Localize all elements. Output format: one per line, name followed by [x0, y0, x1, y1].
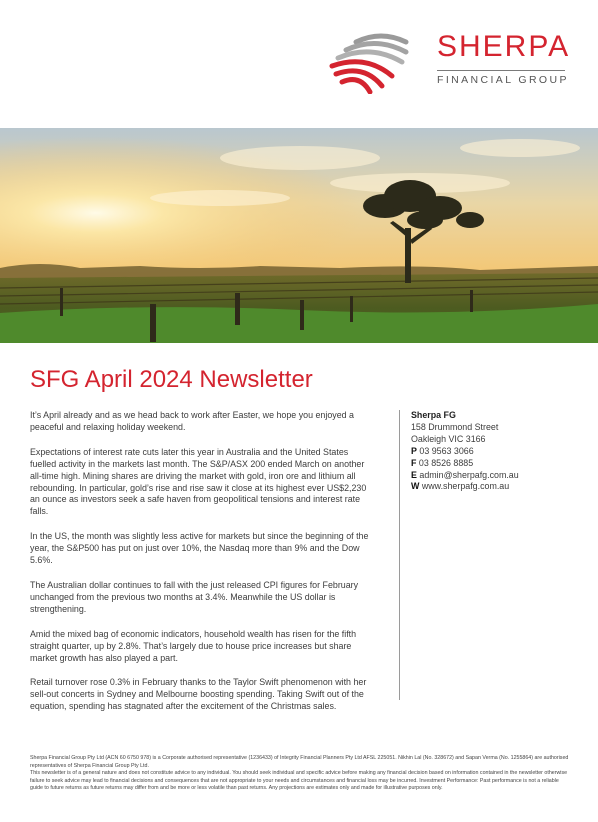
contact-email [411, 470, 519, 482]
newsletter-body [30, 410, 375, 726]
body-paragraph: Expectations of interest rate cuts later this year in Australia and the United States fuelled activity in the markets last month. The S&P/ASX 200 ended March on another all-time high. Mining shares are driving the market with gold, iron ore and lithium all rebounding. In particular, gold’s rise and rise saw it close at its highest ever US$2,230 an ounce as investors seek a safe haven from geopolitical tensions and interest rate falls. [30, 446, 367, 517]
contact-address-line1: 158 Drummond Street [411, 421, 499, 432]
newsletter-title: SFG April 2024 Newsletter [30, 366, 313, 393]
contact-block [411, 410, 519, 493]
brand-divider [437, 70, 565, 71]
phone-label: P [411, 445, 417, 456]
contact-address-line2: Oakleigh VIC 3166 [411, 433, 486, 444]
column-divider [399, 410, 400, 700]
contact-phone [411, 446, 519, 458]
contact-fax [411, 458, 519, 470]
fax-value: 03 8526 8885 [418, 457, 474, 468]
body-paragraph: It’s April already and as we head back to work after Easter, we hope you enjoyed a peaceful and relaxing holiday weekend. [30, 410, 354, 432]
sherpa-logo-icon [326, 24, 412, 94]
phone-value[interactable]: 03 9563 3066 [419, 445, 474, 456]
hero-image [0, 128, 598, 343]
vineyard-sunset-photo [0, 128, 598, 343]
email-label: E [411, 469, 417, 480]
contact-web [411, 481, 519, 493]
body-paragraph: The Australian dollar continues to fall with the just released CPI figures for February unchanged from the previous two months at 3.4%. Meanwhile the US dollar is strengthening. [30, 579, 359, 614]
brand-subtitle: FINANCIAL GROUP [437, 74, 569, 86]
fax-label: F [411, 457, 417, 468]
footer-disclaimer [30, 755, 570, 793]
body-paragraph: Amid the mixed bag of economic indicators, household wealth has risen for the fifth straight quarter, up by 2.8%. That’s largely due to house price increases but share market growth has also played a part. [30, 628, 357, 663]
contact-name: Sherpa FG [411, 410, 456, 420]
web-label: W [411, 481, 420, 492]
disclaimer-text: Sherpa Financial Group Pty Ltd (ACN 60 6750 978) is a Corporate authorised representative (1236433) of Integrity Financial Planners Pty Ltd AFSL 225051. Nikhin Lal (No. 328672) and Sapan Verma (No. 1255864) are authorised representatives of Sherpa Financial Group Pty Ltd. [30, 755, 569, 769]
web-link[interactable]: www.sherpafg.com.au [421, 481, 510, 492]
disclaimer-text: This newsletter is of a general nature and does not constitute advice to any individual. You should seek individual and specific advice before making any financial decision based on information contained in the newsletter otherwise failure to seek advice may lead to financial decisions and consequences that are not appropriate to your needs and circumstances and financial loss may be incurred. Investment Performance: Past performance is not a reliable guide to future returns as future returns may differ from and be more or less volatile than past returns. Any projections are estimates only and made for illustrative purposes only. [30, 770, 568, 792]
body-paragraph: In the US, the month was slightly less active for markets but since the beginning of the year, the S&P500 has put on just over 10%, the Nasdaq more than 9% and the Dow 5.6%. [30, 531, 369, 566]
brand-name: SHERPA [437, 30, 571, 63]
body-paragraph: Retail turnover rose 0.3% in February thanks to the Taylor Swift phenomenon with her sell-out concerts in Sydney and Melbourne boosting spending. Taking Swift out of the equation, spending has stagnated after the excitement of the Christmas sales. [30, 677, 367, 712]
email-link[interactable]: admin@sherpafg.com.au [419, 469, 519, 480]
